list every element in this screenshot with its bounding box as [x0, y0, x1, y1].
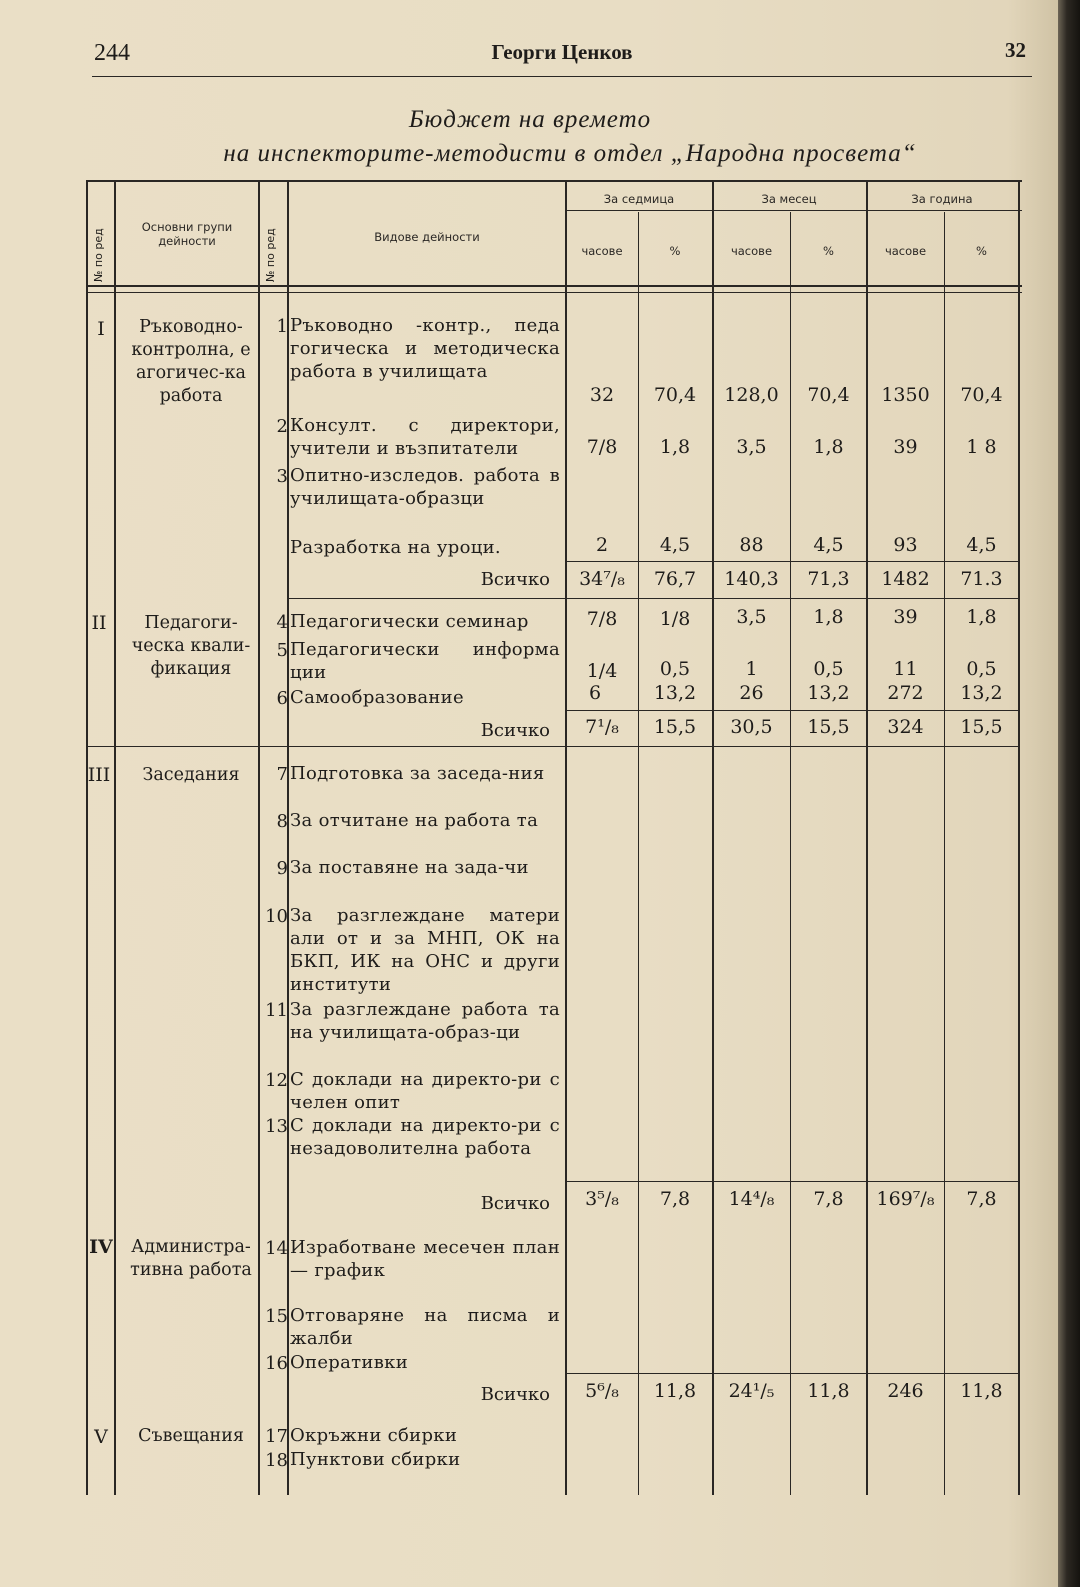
total-year-hours: 1482 [881, 568, 930, 590]
total-year-percent: 15,5 [960, 716, 1003, 738]
week-percent: 70,4 [653, 384, 697, 406]
month-hours: 1 [745, 658, 758, 680]
activity-number: 15 [265, 1306, 288, 1327]
activity-text: Педагогически семинар [290, 611, 529, 632]
activity-text: Отговаряне на писма и жалби [290, 1305, 560, 1349]
group-roman: II [91, 612, 107, 634]
rule [86, 180, 1022, 182]
week-percent: 4,5 [659, 534, 691, 556]
week-hours: 7/8 [586, 608, 618, 630]
total-month-hours: 14⁴/₈ [728, 1188, 775, 1210]
total-year-percent: 11,8 [960, 1380, 1003, 1402]
rule [565, 710, 1018, 711]
col-header-year-percent: % [976, 244, 987, 258]
col-header-num-group: № по ред [92, 228, 105, 282]
activity-number: 10 [265, 906, 288, 927]
total-month-hours: 24¹/₅ [728, 1380, 775, 1402]
activity-text: За поставяне на зада-чи [290, 857, 529, 878]
rule [86, 746, 1018, 747]
group-name: Администра-тивна работа [130, 1237, 252, 1280]
group-name: Ръководно-контролна, е агогичес-ка работа [131, 317, 251, 406]
col-header-week-hours: часове [581, 244, 623, 258]
month-hours: 3,5 [736, 606, 767, 628]
group-name: Съвещания [138, 1426, 244, 1446]
activity-text: За отчитане на работа та [290, 810, 539, 831]
col-header-group: Основни групи дейности [141, 220, 233, 248]
total-week-hours: 34⁷/₈ [579, 568, 625, 590]
activity-number: 14 [265, 1238, 288, 1259]
col-header-month: За месец [761, 192, 817, 206]
activity-number: 7 [276, 764, 288, 785]
table-title-line1: Бюджет на времето [408, 106, 652, 133]
activity-number: 1 [276, 316, 288, 337]
col-header-year-hours: часове [884, 244, 927, 258]
activity-number: 9 [276, 858, 288, 879]
activity-text: Консулт. с директори, учители и възпитатели [290, 415, 560, 459]
activity-number: 4 [276, 612, 288, 633]
total-year-hours: 324 [887, 716, 924, 738]
group-roman: V [94, 1426, 108, 1448]
activity-text: Окръжни сбирки [290, 1425, 458, 1446]
col-header-week: За седмица [603, 192, 675, 206]
month-hours: 3,5 [736, 436, 767, 458]
year-hours: 1350 [881, 384, 930, 406]
total-week-percent: 7,8 [659, 1188, 691, 1210]
year-hours: 272 [887, 682, 924, 704]
week-hours: 32 [589, 384, 615, 406]
year-hours: 39 [893, 436, 918, 458]
group-roman: IV [89, 1236, 113, 1258]
activity-number: 16 [265, 1353, 288, 1374]
activity-number: 5 [276, 640, 288, 661]
total-month-percent: 15,5 [807, 716, 850, 738]
activity-text: Разработка на уроци. [290, 537, 501, 558]
rule [114, 180, 116, 1495]
activity-number: 18 [265, 1450, 288, 1471]
activity-number: 12 [265, 1070, 288, 1091]
signature-mark: 32 [1005, 38, 1026, 62]
week-hours: 1/4 [586, 660, 618, 682]
activity-text: Самообразование [290, 687, 464, 708]
page-number: 244 [94, 40, 130, 66]
month-percent: 4,5 [813, 534, 844, 556]
activity-text: С доклади на директо-ри с челен опит [290, 1069, 560, 1113]
month-percent: 1,8 [813, 436, 844, 458]
total-month-hours: 140,3 [724, 568, 779, 590]
year-hours: 11 [893, 658, 918, 680]
activity-number: 3 [276, 466, 288, 487]
month-percent: 0,5 [813, 658, 844, 680]
activity-text: Пунктови сбирки [290, 1449, 461, 1470]
year-percent: 70,4 [960, 384, 1003, 406]
week-percent: 1,8 [659, 436, 691, 458]
year-percent: 13,2 [960, 682, 1003, 704]
total-week-hours: 7¹/₈ [585, 716, 619, 738]
activity-text: Оперативки [290, 1352, 408, 1373]
col-header-month-hours: часове [730, 244, 773, 258]
total-week-percent: 76,7 [653, 568, 697, 590]
activity-text: За разглеждане работа та на училищата-образ-ци [290, 999, 560, 1043]
activity-text: С доклади на директо-ри с незадоволителна работа [290, 1115, 560, 1159]
year-percent: 0,5 [966, 658, 997, 680]
total-label: Всичко [480, 569, 550, 590]
activity-number: 6 [276, 688, 288, 709]
total-month-percent: 11,8 [807, 1380, 850, 1402]
activity-number: 2 [276, 416, 288, 437]
total-year-percent: 71.3 [960, 568, 1003, 590]
activity-text: Подготовка за заседа-ния [290, 763, 545, 784]
rule [1018, 180, 1020, 1495]
total-month-hours: 30,5 [730, 716, 773, 738]
rule [712, 180, 714, 1495]
rule [565, 561, 1018, 562]
total-week-hours: 3⁵/₈ [585, 1188, 619, 1210]
group-roman: I [97, 318, 105, 340]
month-hours: 88 [739, 534, 764, 556]
week-hours: 6 [588, 682, 602, 704]
total-year-percent: 7,8 [966, 1188, 997, 1210]
activity-number: 17 [265, 1426, 288, 1447]
activity-text: Педагогически информа ции [290, 639, 560, 683]
rule [86, 292, 1022, 293]
total-year-hours: 246 [887, 1380, 924, 1402]
activity-text: Опитно-изследов. работа в училищата-образци [290, 465, 560, 509]
activity-number: 8 [276, 811, 288, 832]
total-month-percent: 7,8 [813, 1188, 844, 1210]
group-name: Заседания [142, 765, 240, 785]
month-percent: 1,8 [813, 606, 844, 628]
week-hours: 7/8 [586, 436, 618, 458]
week-percent: 13,2 [653, 682, 697, 704]
activity-text: За разглеждане матери али от и за МНП, ОК на БКП, ИК на ОНС и други институти [290, 905, 560, 995]
rule [565, 180, 567, 1495]
total-week-hours: 5⁶/₈ [585, 1380, 619, 1402]
rule [86, 180, 88, 1495]
week-hours: 2 [595, 534, 609, 556]
group-roman: III [87, 764, 111, 786]
col-header-activity: Видове дейности [374, 230, 480, 244]
month-hours: 26 [739, 682, 764, 704]
total-label: Всичко [480, 1384, 550, 1405]
month-percent: 13,2 [807, 682, 850, 704]
rule [565, 1373, 1018, 1374]
rule [866, 180, 868, 1495]
running-header [92, 36, 1032, 77]
rule [565, 210, 1022, 211]
activity-number: 11 [265, 1000, 288, 1021]
total-label: Всичко [480, 1193, 550, 1214]
total-label: Всичко [480, 720, 550, 741]
table-title-line2: на инспекторите-методисти в отдел „Народна просвета“ [223, 140, 917, 167]
year-hours: 39 [893, 606, 918, 628]
rule [287, 180, 289, 1495]
year-hours: 93 [893, 534, 918, 556]
week-percent: 0,5 [659, 658, 691, 680]
activity-text: Изработване месечен план — график [290, 1237, 560, 1281]
total-week-percent: 15,5 [653, 716, 697, 738]
col-header-month-percent: % [823, 244, 834, 258]
group-name: Педагоги-ческа квали-фикация [131, 613, 251, 679]
author-name: Георги Ценков [491, 40, 633, 64]
activity-text: Ръководно -контр., педа гогическа и методическа работа в училищата [290, 315, 560, 382]
total-week-percent: 11,8 [653, 1380, 697, 1402]
col-header-week-percent: % [669, 244, 681, 258]
book-spine [1058, 0, 1080, 1587]
month-percent: 70,4 [807, 384, 850, 406]
year-percent: 1,8 [966, 606, 997, 628]
activity-number: 13 [265, 1116, 288, 1137]
rule [86, 285, 1022, 287]
year-percent: 4,5 [966, 534, 997, 556]
col-header-year: За година [911, 192, 973, 206]
rule [565, 1181, 1018, 1182]
month-hours: 128,0 [724, 384, 779, 406]
week-percent: 1/8 [659, 608, 691, 630]
year-percent: 1 8 [966, 436, 997, 458]
total-year-hours: 169⁷/₈ [876, 1188, 935, 1210]
rule [287, 598, 1018, 599]
total-month-percent: 71,3 [807, 568, 850, 590]
col-header-num-activity: № по ред [264, 228, 277, 282]
